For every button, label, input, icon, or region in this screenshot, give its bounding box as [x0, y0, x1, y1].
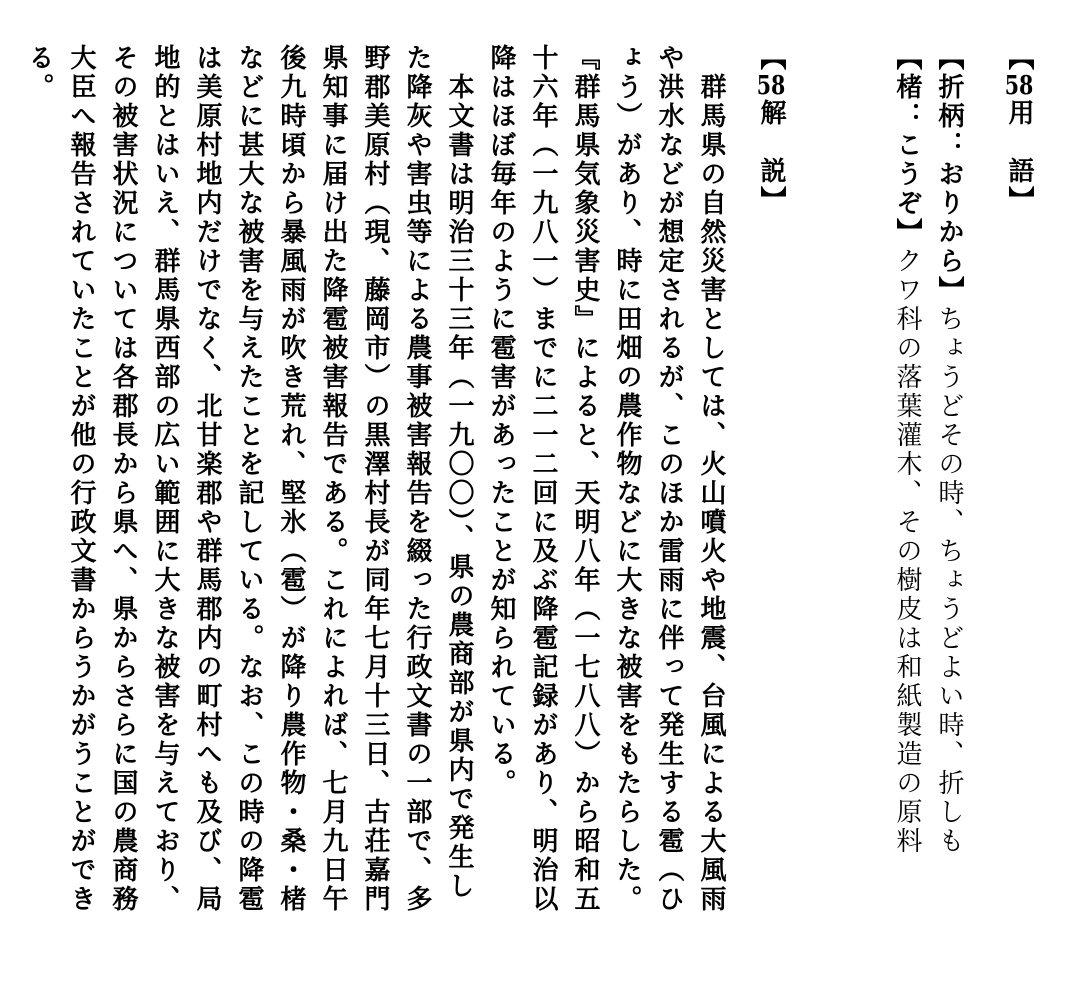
commentary-line: 野郡美原村（現、藤岡市）の黒澤村長が同年七月十三日、古荘嘉門	[360, 44, 390, 914]
term-entry	[928, 44, 970, 856]
commentary-heading-close: 】	[756, 186, 786, 215]
commentary-line: 群馬県の自然災害としては、火山噴火や地震、台風による大風雨	[696, 44, 726, 914]
commentary-line: る。	[24, 44, 54, 102]
terms-heading-open: 【	[1004, 44, 1034, 73]
commentary-line: 大臣へ報告されていたことが他の行政文書からうかがうことができ	[66, 44, 96, 914]
commentary-heading-number: 58	[756, 73, 786, 99]
commentary-line: 十六年（一九八一）までに二一二回に及ぶ降雹記録があり、明治以	[528, 44, 558, 914]
terms-heading-text: 用 語	[1004, 99, 1034, 186]
term-entry	[886, 44, 928, 856]
commentary-line: その被害状況については各郡長から県へ、県からさらに国の農商務	[108, 44, 138, 914]
commentary-line: 後九時頃から暴風雨が吹き荒れ、堅氷（雹）が降り農作物・桑・楮	[276, 44, 306, 914]
commentary-line: 本文書は明治三十三年（一九〇〇）、県の農商部が県内で発生し	[444, 44, 474, 901]
commentary-line: 『群馬県気象災害史』によると、天明八年（一七八八）から昭和五	[570, 44, 600, 914]
term-definition: ちょうどその時、ちょうどよい時、折しも	[934, 305, 964, 856]
commentary-line: た降灰や害虫等による農事被害報告を綴った行政文書の一部で、多	[402, 44, 432, 914]
commentary-heading-open: 【	[756, 44, 786, 73]
term-label: 【折柄：おりから】	[934, 44, 964, 305]
commentary-line: 県知事に届け出た降雹被害報告である。これによれば、七月九日午	[318, 44, 348, 914]
terms-heading-close: 】	[1004, 186, 1034, 215]
commentary-line: 地的とはいえ、群馬県西部の広い範囲に大きな被害を与えており、	[150, 44, 180, 914]
terms-heading	[998, 44, 1040, 215]
terms-heading-number: 58	[1004, 73, 1034, 99]
term-definition: クワ科の落葉灌木、その樹皮は和紙製造の原料	[892, 247, 922, 856]
commentary-line: は美原村地内だけでなく、北甘楽郡や群馬郡内の町村へも及び、局	[192, 44, 222, 914]
commentary-heading	[750, 44, 792, 215]
commentary-line: 降はほぼ毎年のように雹害があったことが知られている。	[486, 44, 516, 798]
commentary-line: や洪水などが想定されるが、このほか雷雨に伴って発生する雹（ひ	[654, 44, 684, 914]
commentary-line: ょう）があり、時に田畑の農作物などに大きな被害をもたらした。	[612, 44, 642, 914]
commentary-line: などに甚大な被害を与えたことを記している。なお、この時の降雹	[234, 44, 264, 914]
commentary-heading-text: 解 説	[756, 99, 786, 186]
term-label: 【楮：こうぞ】	[892, 44, 922, 247]
